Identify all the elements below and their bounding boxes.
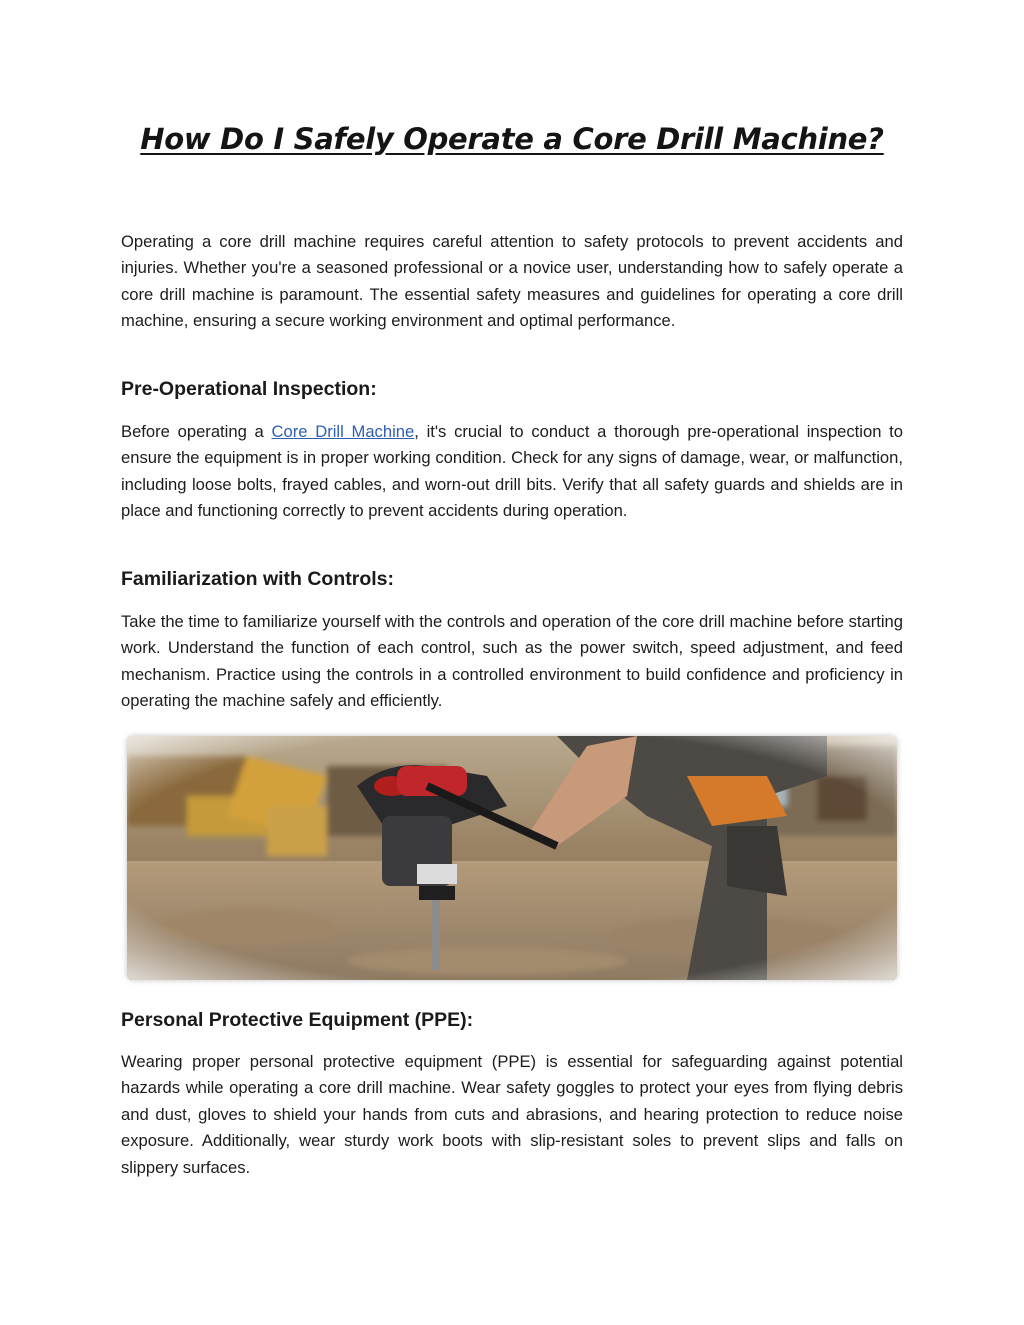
section-body-ppe: Wearing proper personal protective equipment (PPE) is essential for safeguarding against potential hazards while operating a core drill machine. Wear safety goggles to protect your eyes from flying debris and dust, gloves to shield your hands from cuts and abrasions, and hearing protection to reduce noise exposure. Additionally, wear sturdy work boots with slip-resistant soles to prevent slips and falls on slippery surfaces. [121,1052,903,1177]
body-text-before-link: Before operating a [121,422,272,441]
page-title: How Do I Safely Operate a Core Drill Machine? [140,122,884,156]
section-heading-pre-operational: Pre-Operational Inspection: [121,378,377,400]
core-drill-photo [127,736,897,980]
core-drill-illustration [127,736,897,980]
section-body-controls: Take the time to familiarize yourself with the controls and operation of the core drill machine before starting work. Understand the function of each control, such as the power switch, speed adjustment, and feed mechanism. Practice using the controls in a controlled environment to build confidence and proficiency in operating the machine safely and efficiently. [121,612,903,711]
section-heading-controls: Familiarization with Controls: [121,568,395,590]
intro-paragraph: Operating a core drill machine requires careful attention to safety protocols to prevent accidents and injuries. Whether you're a seasoned professional or a novice user, understanding how to safely operate a core drill machine is paramount. The essential safety measures and guidelines for operating a core drill machine, ensuring a secure working environment and optimal performance. [121,232,903,331]
section-heading-ppe: Personal Protective Equipment (PPE): [121,1009,474,1031]
core-drill-machine-link[interactable]: Core Drill Machine [271,422,415,441]
body-text-after-link: , it's crucial to conduct a thorough pre-operational inspection to ensure the equipment is in proper working condition. Check for any signs of damage, wear, or malfunction, including loose bolts, frayed cables, and worn-out drill bits. Verify that all safety guards and shields are in place and functioning correctly to prevent accidents during operation. [121,422,903,521]
section-body-pre-operational [121,419,903,525]
